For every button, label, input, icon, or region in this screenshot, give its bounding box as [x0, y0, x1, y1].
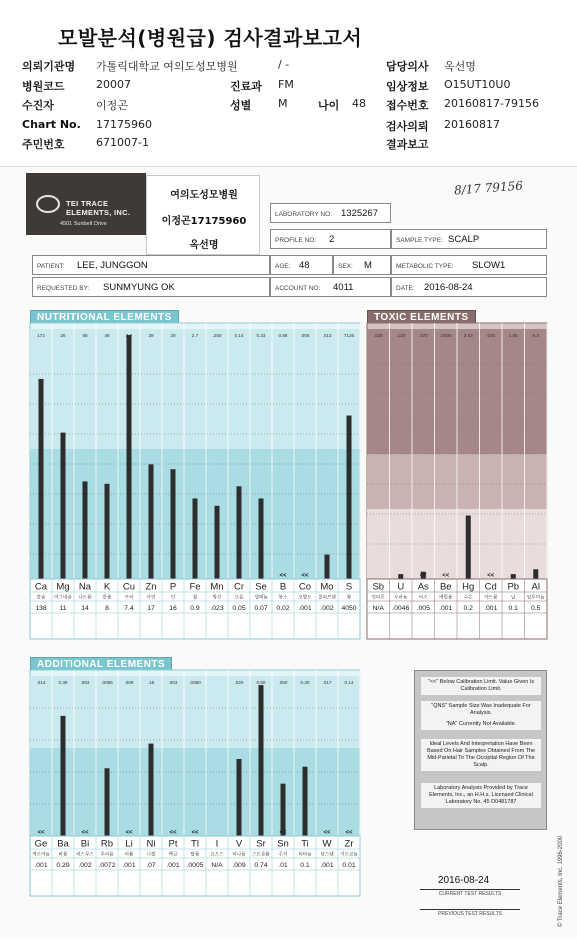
element-korean-p: 인	[170, 595, 176, 601]
sample-type-label: SAMPLE TYPE:	[396, 237, 443, 244]
tick-label: .120	[396, 333, 406, 338]
tick-label: .070	[418, 333, 428, 338]
stamp-hospital: 여의도성모병원	[170, 190, 238, 201]
logo-address: 4501 Sunbelt Drive	[60, 221, 107, 227]
element-symbol-k: K	[103, 581, 111, 593]
field-label-clinic: 진료과	[230, 80, 262, 93]
element-symbol-ti: Ti	[301, 838, 309, 850]
element-korean-k: 칼륨	[102, 595, 112, 601]
date-box	[391, 277, 547, 297]
element-value-u: .0046	[392, 605, 410, 612]
element-symbol-ge: Ge	[34, 838, 48, 850]
below-limit-marker: <<	[442, 573, 450, 579]
tick-label: .0080	[189, 680, 201, 685]
element-symbol-fe: Fe	[189, 581, 201, 593]
metabolic-type-value: SLOW1	[472, 260, 506, 271]
globe-icon	[36, 195, 60, 213]
element-value-se: 0.07	[254, 605, 268, 612]
sex-box	[333, 255, 391, 275]
stamp-doctor: 옥선명	[189, 240, 219, 251]
legend-laboratory: Laboratory Analysis Provided by Trace Elements, Inc., an H.H.s. Licensed Clinical Laboratory No. 45 D0481787	[421, 783, 541, 808]
element-symbol-sb: Sb	[372, 581, 385, 593]
element-symbol-bi: Bi	[80, 838, 90, 850]
element-symbol-tl: Tl	[191, 838, 199, 850]
age-value: 48	[299, 260, 310, 271]
sample-type-box	[391, 229, 547, 249]
element-korean-mg: 마그네슘	[54, 595, 72, 601]
tick-label: .0085	[101, 680, 113, 685]
element-korean-ti: 티타늄	[298, 852, 312, 858]
bar-zn	[149, 464, 154, 579]
element-korean-mo: 몰리브덴	[318, 595, 336, 601]
element-value-ni: .07	[146, 862, 156, 869]
tick-label: 172	[37, 333, 45, 338]
legend-box	[414, 670, 547, 830]
bar-hg	[466, 516, 471, 579]
tick-label: 7126	[343, 333, 355, 338]
element-value-ge: .001	[34, 862, 48, 869]
profile-no-label: PROFILE NO:	[275, 237, 317, 244]
element-value-ba: 0.29	[56, 862, 70, 869]
tick-label: .15	[147, 680, 155, 685]
below-limit-marker: <<	[345, 830, 353, 836]
handwritten-note: 8/17 79156	[453, 178, 524, 198]
previous-test-caption: PREVIOUS TEST RESULTS	[420, 909, 520, 917]
field-value-clinical-info: O15UT10U0	[444, 78, 511, 91]
element-value-cu: 7.4	[124, 605, 134, 612]
element-value-pt: .001	[166, 862, 180, 869]
field-value-chart-no: 17175960	[96, 118, 152, 131]
toxic-elements-chart	[367, 323, 547, 641]
below-limit-marker: <<	[279, 573, 287, 579]
element-korean-u: 우라늄	[394, 595, 408, 601]
tick-label: 48	[104, 333, 110, 338]
tick-label: 29	[170, 333, 176, 338]
element-value-pb: 0.1	[508, 605, 518, 612]
element-value-zn: 17	[147, 605, 155, 612]
element-korean-ge: 게르마늄	[32, 852, 50, 858]
element-value-b: 0.02	[276, 605, 290, 612]
element-korean-bi: 비스무스	[76, 852, 94, 858]
field-value-dept: / -	[278, 58, 290, 71]
metabolic-type-box	[391, 255, 547, 275]
below-limit-marker: <<	[37, 830, 45, 836]
element-symbol-co: Co	[298, 581, 312, 593]
field-label-receipt-no: 접수번호	[386, 99, 429, 112]
element-korean-w: 텅스텐	[320, 852, 334, 858]
lab-no-label: LABORATORY NO:	[275, 211, 332, 218]
tick-label: 0.39	[58, 680, 68, 685]
tick-label: .053	[80, 680, 90, 685]
sample-type-value: SCALP	[448, 234, 480, 245]
element-value-ti: 0.1	[300, 862, 310, 869]
additional-elements-chart	[30, 670, 360, 896]
element-symbol-ni: Ni	[146, 838, 156, 850]
element-value-be: .001	[439, 605, 453, 612]
element-korean-fe: 철	[192, 595, 198, 601]
bar-v	[237, 759, 242, 836]
element-korean-zn: 아연	[146, 595, 156, 601]
element-value-co: .001	[298, 605, 312, 612]
account-no-label: ACCOUNT NO:	[275, 285, 321, 292]
tick-label: 39	[148, 333, 154, 338]
element-value-sn: .01	[278, 862, 288, 869]
element-symbol-pt: Pt	[168, 838, 178, 850]
element-symbol-sr: Sr	[256, 838, 266, 850]
bar-k	[105, 484, 110, 579]
date-label: DATE:	[396, 285, 415, 292]
lab-sheet	[0, 166, 577, 938]
lab-no-box	[270, 203, 391, 223]
profile-no-value: 2	[329, 234, 335, 245]
toxic-elements-title: TOXIC ELEMENTS	[367, 310, 476, 325]
logo-name: TEI TRACE ELEMENTS, INC.	[66, 199, 131, 217]
field-value-institution: 가톨릭대학교 여의도성모병원	[96, 60, 238, 73]
below-limit-marker: <<	[169, 830, 177, 836]
element-value-sb: N/A	[372, 605, 384, 612]
legend-ideal-levels: Ideal Levels And Interpretation Have Been Based On Hair Samples Obtained From The Mid-Parietal To The Occipital Region Of The Scalp.	[421, 739, 541, 771]
element-value-zr: 0.01	[342, 862, 356, 869]
element-korean-na: 나트륨	[78, 595, 92, 601]
field-value-patient: 이정곤	[96, 99, 128, 112]
element-symbol-u: U	[397, 581, 405, 593]
below-limit-marker: <<	[125, 830, 133, 836]
account-no-value: 4011	[333, 282, 354, 293]
tick-label: .040	[486, 333, 496, 338]
element-symbol-be: Be	[439, 581, 452, 593]
below-limit-marker: <<	[419, 573, 427, 579]
tick-label: .0030	[440, 333, 452, 338]
field-label-chart-no: Chart No.	[22, 118, 81, 131]
tick-label: .017	[322, 680, 332, 685]
date-value: 2016-08-24	[424, 282, 473, 293]
tick-label: 0.30	[300, 680, 310, 685]
element-korean-pb: 납	[511, 595, 516, 601]
element-value-na: 14	[81, 605, 89, 612]
element-korean-sn: 주석	[278, 852, 288, 858]
element-value-w: .001	[320, 862, 334, 869]
patient-value: LEE, JUNGGON	[77, 260, 148, 271]
sex-value: M	[364, 260, 372, 271]
element-value-k: 8	[105, 605, 109, 612]
element-korean-sr: 스트론튬	[252, 852, 270, 858]
tick-label: .025	[373, 333, 383, 338]
element-value-mg: 11	[59, 605, 67, 612]
field-label-doctor: 담당의사	[386, 60, 429, 73]
bar-fe	[193, 498, 198, 579]
field-value-sex: M	[278, 97, 288, 110]
element-korean-b: 붕소	[278, 595, 288, 601]
element-value-i: N/A	[211, 862, 223, 869]
requested-by-box	[32, 277, 270, 297]
element-korean-ni: 니켈	[146, 852, 156, 858]
age-box	[270, 255, 333, 275]
sex-label: SEX:	[338, 263, 353, 270]
element-value-p: 16	[169, 605, 177, 612]
nutritional-elements-chart	[30, 323, 360, 641]
element-symbol-al: Al	[531, 581, 540, 593]
current-test-date: 2016-08-24	[438, 875, 490, 886]
element-korean-rb: 루비듐	[100, 852, 114, 858]
tick-label: 1.85	[508, 333, 518, 338]
element-korean-se: 셀레늄	[254, 595, 268, 601]
hospital-stamp	[146, 175, 260, 255]
element-korean-li: 리튬	[124, 852, 134, 858]
element-korean-cu: 구리	[124, 595, 134, 601]
element-value-cd: .001	[484, 605, 498, 612]
element-korean-ba: 바륨	[58, 852, 68, 858]
element-value-rb: .0072	[98, 862, 116, 869]
below-limit-marker: <<	[487, 573, 495, 579]
field-label-report-date: 결과보고	[386, 138, 429, 151]
below-limit-marker: <<	[323, 830, 331, 836]
element-symbol-mn: Mn	[210, 581, 224, 593]
legend-below-limit: "<<" Below Calibration Limit. Value Given Is Calibration Limit.	[421, 677, 541, 695]
patient-label: PATIENT:	[37, 263, 65, 270]
field-label-request-date: 검사의뢰	[386, 120, 429, 133]
bar-pb	[511, 574, 516, 579]
field-label-hospital-code: 병원코드	[22, 80, 65, 93]
element-symbol-w: W	[322, 838, 332, 850]
additional-elements-title: ADDITIONAL ELEMENTS	[30, 657, 172, 672]
bar-ni	[149, 744, 154, 836]
element-symbol-se: Se	[255, 581, 267, 593]
element-symbol-mo: Mo	[320, 581, 334, 593]
element-value-bi: .002	[78, 862, 92, 869]
current-test-caption: CURRENT TEST RESULTS	[420, 889, 520, 897]
metabolic-type-label: METABOLIC TYPE:	[396, 263, 454, 270]
age-label: AGE:	[275, 263, 291, 270]
account-no-box	[270, 277, 391, 297]
bar-se	[259, 498, 264, 579]
element-symbol-ca: Ca	[34, 581, 48, 593]
tick-label: 0.33	[256, 333, 266, 338]
legend-qns: "QNS" Sample Size Was Inadequate For Analysis.	[421, 701, 541, 719]
field-value-request-date: 20160817	[444, 118, 500, 131]
field-value-age: 48	[352, 97, 366, 110]
element-korean-tl: 탈륨	[190, 852, 200, 858]
bar-p	[171, 469, 176, 579]
tick-label: 3.63	[463, 333, 473, 338]
element-korean-mn: 망간	[212, 595, 222, 601]
element-symbol-pb: Pb	[507, 581, 520, 593]
element-value-mn: .023	[210, 605, 224, 612]
bar-sn	[281, 784, 286, 836]
bar-rb	[105, 768, 110, 836]
bar-sr	[259, 685, 264, 836]
element-symbol-ba: Ba	[57, 838, 69, 850]
element-korean-ca: 칼슘	[36, 595, 46, 601]
field-label-age: 나이	[318, 99, 340, 112]
element-symbol-as: As	[417, 581, 429, 593]
bar-u	[398, 574, 403, 579]
tick-label: 68	[82, 333, 88, 338]
requested-by-value: SUNMYUNG OK	[103, 282, 175, 293]
reference-band	[30, 676, 360, 748]
profile-no-box	[270, 229, 391, 249]
element-value-s: 4050	[341, 605, 357, 612]
element-symbol-sn: Sn	[277, 838, 289, 850]
field-value-doctor: 옥선명	[444, 60, 476, 73]
field-label-sex: 성별	[230, 99, 252, 112]
bar-cr	[237, 486, 242, 579]
lab-no-value: 1325267	[341, 208, 378, 219]
field-label-institution: 의뢰기관명	[22, 60, 76, 73]
element-value-al: 0.5	[531, 605, 541, 612]
below-limit-marker: <<	[301, 573, 309, 579]
legend-na: "NA" Currently Not Available.	[421, 719, 541, 730]
element-value-v: .009	[232, 862, 246, 869]
element-value-mo: .002	[320, 605, 334, 612]
field-label-clinical-info: 임상정보	[386, 80, 429, 93]
bar-s	[347, 416, 352, 579]
reference-band	[30, 329, 360, 449]
tick-label: 0.14	[234, 333, 244, 338]
element-symbol-b: B	[279, 581, 287, 593]
element-symbol-v: V	[235, 838, 243, 850]
element-symbol-i: I	[215, 838, 219, 850]
tick-label: .013	[322, 333, 332, 338]
element-value-fe: 0.9	[190, 605, 200, 612]
tick-label: 0.86	[278, 333, 288, 338]
field-value-clinic: FM	[278, 78, 294, 91]
element-korean-zr: 지르코늄	[340, 852, 358, 858]
nutritional-elements-title: NUTRITIONAL ELEMENTS	[30, 310, 179, 325]
element-value-cr: 0.05	[232, 605, 246, 612]
tick-label: .250	[212, 333, 222, 338]
tick-label: 0.14	[344, 680, 354, 685]
bar-mn	[215, 506, 220, 579]
element-value-li: .001	[122, 862, 136, 869]
element-symbol-rb: Rb	[100, 838, 114, 850]
tick-label: 6.3	[532, 333, 539, 338]
field-label-patient: 수진자	[22, 99, 54, 112]
reference-band	[30, 748, 360, 836]
element-korean-cd: 카드뮴	[484, 595, 498, 601]
element-symbol-s: S	[345, 581, 353, 593]
bar-ba	[61, 716, 66, 836]
bar-na	[83, 481, 88, 579]
element-korean-al: 알루미늄	[526, 595, 545, 601]
bar-mg	[61, 433, 66, 579]
bar-ca	[39, 379, 44, 579]
tick-label: .050	[278, 680, 288, 685]
tick-label: .014	[36, 680, 46, 685]
tick-label: .009	[124, 680, 134, 685]
below-limit-marker: <<	[191, 830, 199, 836]
tick-label: .003	[168, 680, 178, 685]
element-value-hg: 0.2	[463, 605, 473, 612]
element-value-as: .005	[416, 605, 430, 612]
element-symbol-mg: Mg	[56, 581, 70, 593]
element-symbol-na: Na	[78, 581, 92, 593]
requested-by-label: REQUESTED BY:	[37, 285, 90, 292]
stamp-patient: 이정곤17175960	[161, 216, 247, 227]
element-symbol-cd: Cd	[484, 581, 497, 593]
element-korean-hg: 수은	[463, 595, 473, 601]
element-symbol-li: Li	[125, 838, 133, 850]
bar-al	[533, 569, 538, 579]
below-limit-marker: <<	[81, 830, 89, 836]
tick-label: 26	[60, 333, 66, 338]
element-symbol-zr: Zr	[344, 838, 354, 850]
bar-cu	[127, 335, 132, 579]
element-value-sr: 0.74	[254, 862, 268, 869]
bar-ti	[303, 767, 308, 836]
field-value-receipt-no: 20160817-79156	[444, 97, 539, 110]
element-symbol-cr: Cr	[233, 581, 245, 593]
element-symbol-zn: Zn	[145, 581, 157, 593]
tick-label: .020	[234, 680, 244, 685]
element-korean-pt: 백금	[168, 852, 178, 858]
field-value-resident-no: 671007-1	[96, 136, 149, 149]
element-value-tl: .0005	[186, 862, 204, 869]
copyright-note: © Trace Elements, Inc. 1996-2000	[558, 835, 564, 927]
below-limit-marker: <<	[279, 830, 287, 836]
report-title: 모발분석(병원급) 검사결과보고서	[58, 26, 363, 50]
element-korean-sb: 안티몬	[371, 595, 385, 601]
tick-label: 2.7	[191, 333, 199, 338]
element-korean-as: 비소	[418, 595, 428, 601]
element-symbol-hg: Hg	[462, 581, 475, 593]
element-korean-be: 베릴륨	[439, 595, 453, 601]
element-korean-s: 황	[346, 595, 352, 601]
element-value-ca: 138	[35, 605, 47, 612]
element-korean-v: 바나듐	[232, 852, 246, 858]
tick-label: 0.60	[256, 680, 266, 685]
lab-logo	[26, 173, 146, 235]
element-korean-i: 요오드	[210, 852, 224, 858]
field-label-resident-no: 주민번호	[22, 138, 65, 151]
field-value-hospital-code: 20007	[96, 78, 131, 91]
patient-box	[32, 255, 270, 275]
element-symbol-p: P	[169, 581, 177, 593]
element-korean-co: 코발트	[298, 595, 312, 601]
element-korean-cr: 크롬	[234, 595, 244, 601]
tick-label: .005	[300, 333, 310, 338]
element-symbol-cu: Cu	[122, 581, 136, 593]
bar-mo	[325, 555, 330, 579]
